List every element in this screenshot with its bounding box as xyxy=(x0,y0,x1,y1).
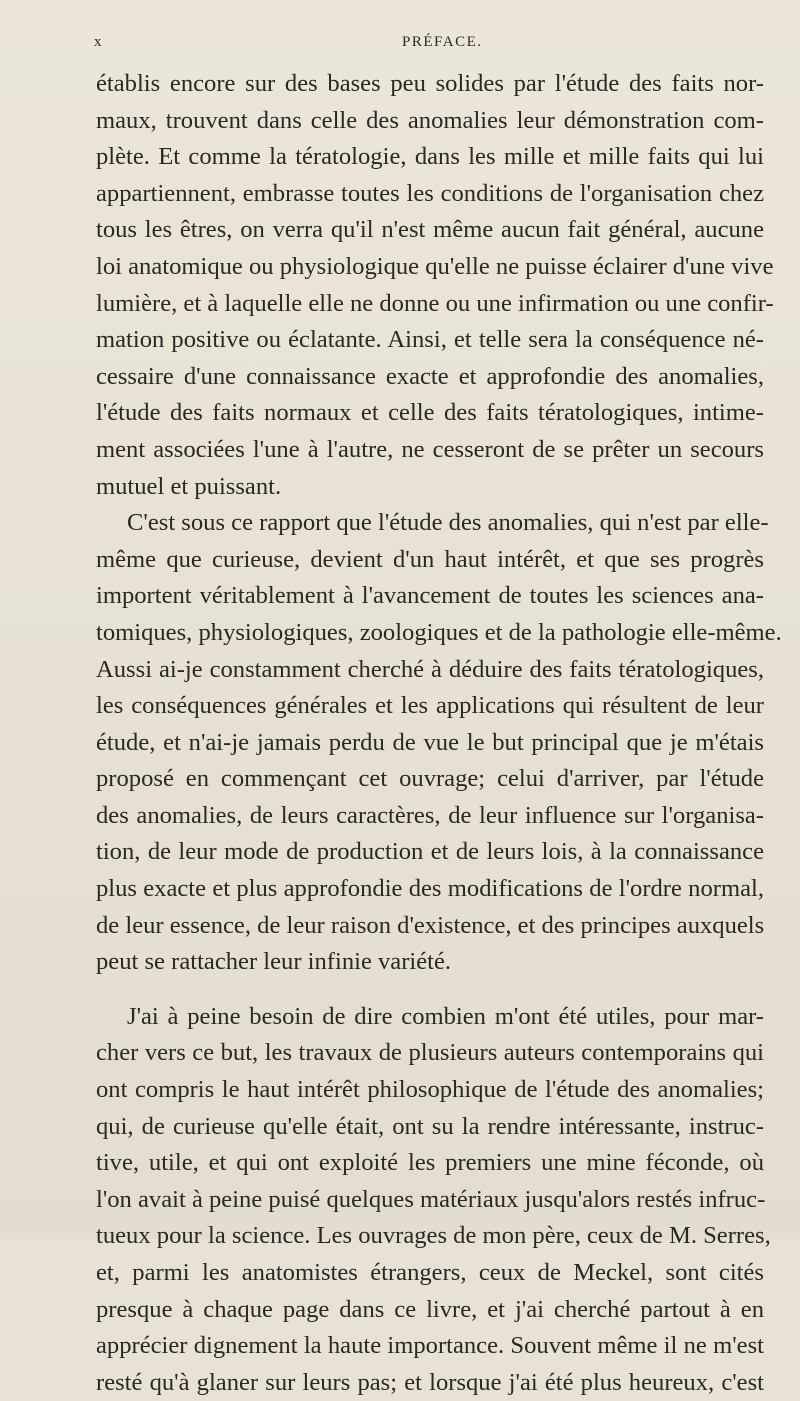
body-text xyxy=(96,66,782,1401)
text-line: tomiques, physiologiques, zoologiques et de la pathologie elle-même. xyxy=(96,618,782,646)
text-line: tueux pour la science. Les ouvrages de mon père, ceux de M. Serres, xyxy=(96,1222,771,1250)
text-line: C'est sous ce rapport que l'étude des anomalies, qui n'est par elle- xyxy=(127,509,769,537)
text-line: l'étude des faits normaux et celle des faits tératologiques, intime- xyxy=(96,399,764,427)
text-line: des anomalies, de leurs caractères, de leur influence sur l'organisa- xyxy=(96,801,764,829)
text-line: mutuel et puissant. xyxy=(96,472,282,500)
text-line: ment associées l'une à l'autre, ne cesseront de se prêter un secours xyxy=(96,435,764,463)
text-line: tion, de leur mode de production et de leurs lois, à la connaissance xyxy=(96,838,764,866)
page-number: x xyxy=(94,34,103,50)
text-line: même que curieuse, devient d'un haut intérêt, et que ses progrès xyxy=(96,545,764,573)
running-head: PRÉFACE. xyxy=(402,34,483,50)
text-line: J'ai à peine besoin de dire combien m'ont été utiles, pour mar- xyxy=(127,1002,764,1030)
text-line: appartiennent, embrasse toutes les conditions de l'organisation chez xyxy=(96,179,764,207)
text-line: tive, utile, et qui ont exploité les premiers une mine féconde, où xyxy=(96,1149,764,1177)
text-line: apprécier dignement la haute importance. Souvent même il ne m'est xyxy=(96,1332,764,1360)
page-header xyxy=(0,30,800,58)
text-line: établis encore sur des bases peu solides par l'étude des faits nor- xyxy=(96,70,764,97)
text-line: resté qu'à glaner sur leurs pas; et lorsque j'ai été plus heureux, c'est xyxy=(96,1368,764,1396)
text-line: ont compris le haut intérêt philosophique de l'étude des anomalies; xyxy=(96,1076,764,1104)
paragraph-spacer xyxy=(96,981,764,999)
text-line: plus exacte et plus approfondie des modifications de l'ordre normal, xyxy=(96,875,764,903)
text-line: proposé en commençant cet ouvrage; celui d'arriver, par l'étude xyxy=(96,765,764,793)
text-line: plète. Et comme la tératologie, dans les mille et mille faits qui lui xyxy=(96,143,764,171)
text-line: mation positive ou éclatante. Ainsi, et telle sera la conséquence né- xyxy=(96,326,764,354)
text-line: tous les êtres, on verra qu'il n'est même aucun fait général, aucune xyxy=(96,216,764,244)
text-line: presque à chaque page dans ce livre, et j'ai cherché partout à en xyxy=(96,1295,764,1323)
text-line: cessaire d'une connaissance exacte et approfondie des anomalies, xyxy=(96,362,764,390)
paragraph-2 xyxy=(96,505,782,981)
text-line: l'on avait à peine puisé quelques matériaux jusqu'alors restés infruc- xyxy=(96,1185,766,1213)
text-line: Aussi ai-je constamment cherché à déduire des faits tératologiques, xyxy=(96,655,764,683)
text-line: importent véritablement à l'avancement de toutes les sciences ana- xyxy=(96,582,764,610)
text-line: lumière, et à laquelle elle ne donne ou une infirmation ou une confir- xyxy=(96,289,774,317)
text-line: cher vers ce but, les travaux de plusieurs auteurs contemporains qui xyxy=(96,1039,764,1067)
text-line: étude, et n'ai-je jamais perdu de vue le but principal que je m'étais xyxy=(96,728,764,756)
paragraph-1 xyxy=(96,66,774,505)
paragraph-3 xyxy=(96,999,771,1401)
text-line: loi anatomique ou physiologique qu'elle ne puisse éclairer d'une vive xyxy=(96,252,774,280)
text-line: peut se rattacher leur infinie variété. xyxy=(96,948,452,976)
text-line: maux, trouvent dans celle des anomalies leur démonstration com- xyxy=(96,106,764,134)
text-line: les conséquences générales et les applications qui résultent de leur xyxy=(96,692,764,720)
text-line: de leur essence, de leur raison d'existence, et des principes auxquels xyxy=(96,911,765,939)
text-line: qui, de curieuse qu'elle était, ont su la rendre intéressante, instruc- xyxy=(96,1112,764,1140)
text-line: et, parmi les anatomistes étrangers, ceux de Meckel, sont cités xyxy=(96,1259,764,1286)
